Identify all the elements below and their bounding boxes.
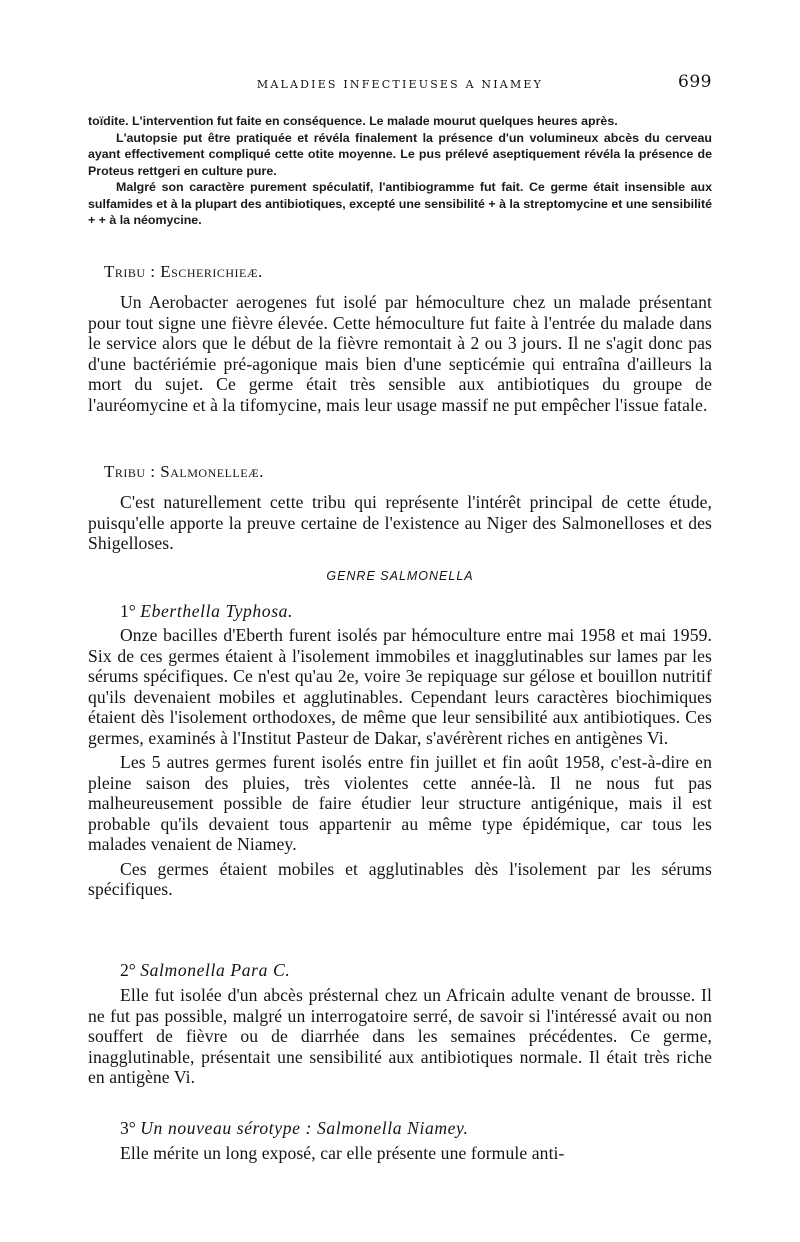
section-2-block <box>88 985 712 1088</box>
paragraph-section-3: Elle mérite un long exposé, car elle présente une formule anti- <box>120 1143 565 1163</box>
subsection-number: 2° <box>120 960 136 980</box>
paragraph-section-2: Elle fut isolée d'un abcès présternal chez un Africain adulte venant de brousse. Il ne fut pas possible, malgré un interrogatoire serré, de savoir si l'intéressé avait ou non souffert de fièvre ou de diarrhée dans les semaines précédentes. Ce germe, inagglutinable, présentait une sensibilité aux antibiotiques normale. Il était très riche en antigène Vi. <box>88 985 712 1087</box>
section-heading-escherichieae <box>104 262 263 282</box>
paragraph-escherichieae: Un Aerobacter aerogenes fut isolé par hémoculture chez un malade présentant pour tout signe une fièvre élevée. Cette hémoculture fut faite à l'entrée du malade dans le service alors que le début de la fièvre remontait à 2 ou 3 jours. Il ne s'agit donc pas d'une bactériémie pré-agonique mais bien d'une septicémie qui entraîna d'ailleurs la mort du sujet. Ce germe était très sensible aux antibiotiques du groupe de l'auréomycine et à la tifomycine, mais leur usage massif ne put empêcher l'issue fatale. <box>88 292 712 415</box>
paragraph-small-3: Malgré son caractère purement spéculatif, l'antibiogramme fut fait. Ce germe était insensible aux sulfamides et à la plupart des antibiotiques, excepté une sensibilité + à la streptomycine et une sensibilité + + à la néomycine. <box>88 180 712 227</box>
genre-heading: GENRE SALMONELLA <box>326 569 474 583</box>
small-print-block <box>88 113 712 229</box>
paragraph-section-1-a: Onze bacilles d'Eberth furent isolés par hémoculture entre mai 1958 et mai 1959. Six de ces germes étaient à l'isolement immobiles et inagglutinables sur lames par les sérums spécifiques. Ce n'est qu'au 2e, voire 3e repiquage sur gélose et bouillon nutritif qu'ils devenaient mobiles et agglutinables. Cependant leurs caractères biochimiques étaient dès l'isolement orthodoxes, de même que leur sensibilité aux antibiotiques. Ces germes, examinés à l'Institut Pasteur de Dakar, s'avérèrent riches en antigènes Vi. <box>88 625 712 748</box>
tribu-label: Tribu : <box>104 262 161 281</box>
subsection-number: 1° <box>120 601 136 621</box>
paragraph-small-1: toïdite. L'intervention fut faite en conséquence. Le malade mourut quelques heures après. <box>88 114 618 128</box>
salmonelleae-block <box>88 492 712 554</box>
tribu-name: Salmonelleæ. <box>160 462 264 481</box>
tribu-name: Escherichieæ. <box>160 262 263 281</box>
escherichieae-block <box>88 292 712 415</box>
subsection-heading-3 <box>120 1118 469 1139</box>
paragraph-small-2: L'autopsie put être pratiquée et révéla finalement la présence d'un volumineux abcès du cerveau ayant effectivement compliqué cette otite moyenne. Le pus prélevé aseptiquement révéla la présence de Proteus rettgeri en culture pure. <box>88 130 712 178</box>
page-number: 699 <box>678 72 712 92</box>
section-3-block <box>88 1143 712 1164</box>
subsection-number: 3° <box>120 1118 136 1138</box>
running-head: MALADIES INFECTIEUSES A NIAMEY <box>256 78 544 91</box>
paragraph-section-1-c: Ces germes étaient mobiles et agglutinables dès l'isolement par les sérums spécifiques. <box>88 858 712 899</box>
subsection-title: Un nouveau sérotype : Salmonella Niamey. <box>140 1118 469 1138</box>
section-heading-salmonelleae <box>104 462 264 482</box>
subsection-heading-1 <box>120 601 293 622</box>
tribu-label: Tribu : <box>104 462 161 481</box>
subsection-heading-2 <box>120 960 290 981</box>
paragraph-salmonelleae: C'est naturellement cette tribu qui représente l'intérêt principal de cette étude, puisqu'elle apporte la preuve certaine de l'existence au Niger des Salmonelloses et des Shigelloses. <box>88 492 712 553</box>
section-1-block <box>88 625 712 900</box>
paragraph-section-1-b: Les 5 autres germes furent isolés entre fin juillet et fin août 1958, c'est-à-dire en pleine saison des pluies, très violentes cette année-là. Il ne nous fut pas malheureusement possible de faire étudier leur structure antigénique, mais il est probable qu'ils devaient tous appartenir au même type épidémique, car tous les malades venaient de Niamey. <box>88 752 712 854</box>
subsection-title: Salmonella Para C. <box>140 960 291 980</box>
subsection-title: Eberthella Typhosa. <box>140 601 294 621</box>
